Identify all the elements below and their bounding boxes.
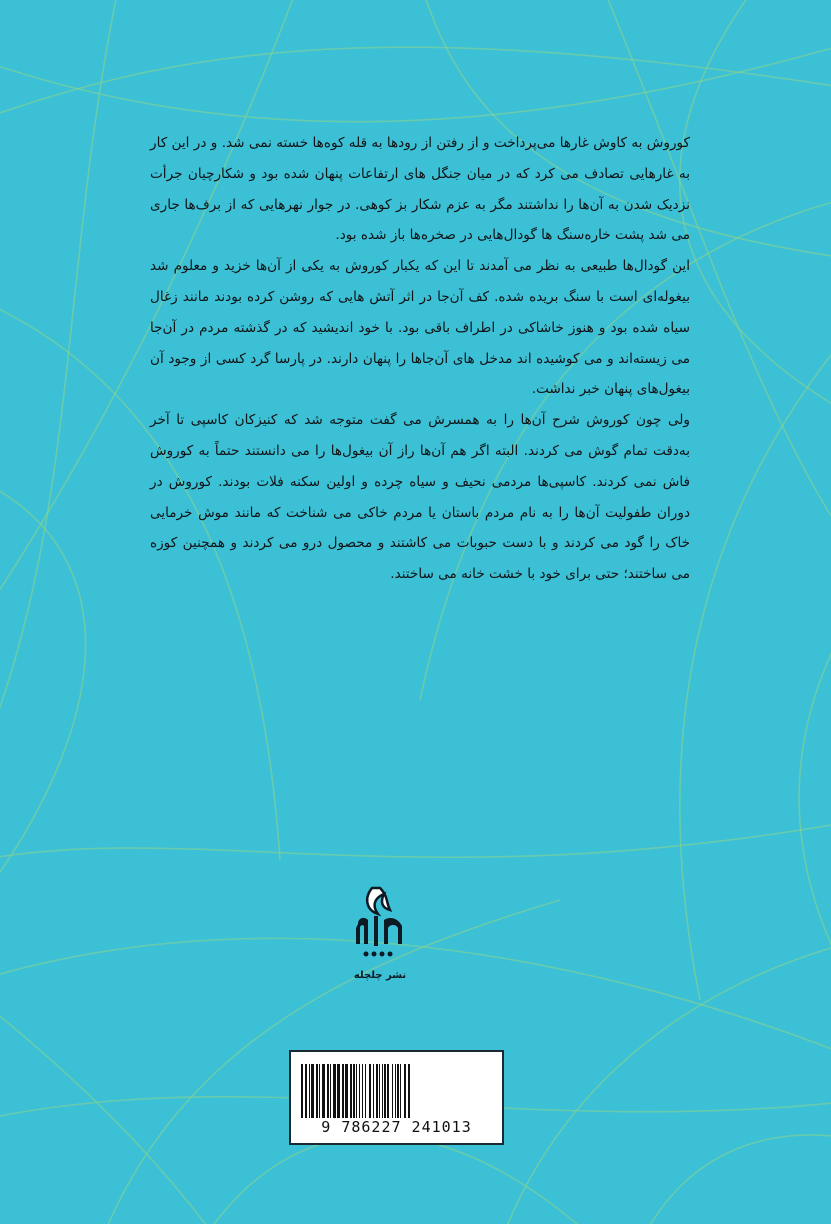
barcode-bar	[330, 1064, 331, 1118]
barcode-bar	[392, 1064, 393, 1118]
barcode-bar	[301, 1064, 303, 1118]
barcode-bar	[373, 1064, 374, 1118]
barcode-bar	[362, 1064, 363, 1118]
barcode-bar	[382, 1064, 383, 1118]
barcode-bar	[327, 1064, 329, 1118]
barcode-bar	[359, 1064, 360, 1118]
paragraph-3: ولی چون کوروش شرح آن‌ها را به همسرش می گفت متوجه شد که کنیزکان کاسپی تا آخر به‌دقت تمام گوش می کردند. البته اگر هم آن‌ها راز آن بیغول‌ها را می دانستند حتماً به کوروش فاش نمی کردند. کاسپی‌ها مردمی نحیف و سیاه چرده و اولین سکنه فلات بودند. کوروش در دوران طفولیت آن‌ها را به نام مردم باستان یا مردم خاکی می شناخت که مانند موش خرمایی خاک را گود می کردند و با دست حبوبات می کاشتند و محصول درو می کردند و همچنین کوزه می ساختند؛ حتی برای خود با خشت خانه می ساختند.	[150, 412, 690, 583]
paragraph-1: کوروش به کاوش غارها می‌پرداخت و از رفتن از رودها به قله کوه‌ها خسته نمی شد. و در این کار به غارهایی تصادف می کرد که در میان جنگل های ارتفاعات پنهان شده بود و شکارچیان جرأت نزدیک شدن به آن‌ها را نداشتند مگر به عزم شکار بز کوهی. در جوار نهرهایی که از برف‌ها جاری می شد پشت خاره‌سنگ ها گودال‌هایی در صخره‌ها باز شده بود.	[150, 135, 690, 244]
back-cover-text	[150, 128, 690, 590]
barcode-bar	[384, 1064, 386, 1118]
barcode-bar	[322, 1064, 325, 1118]
barcode-bar	[311, 1064, 314, 1118]
barcode-bars	[301, 1064, 492, 1118]
isbn-barcode	[289, 1050, 504, 1145]
barcode-bar	[387, 1064, 389, 1118]
barcode-bar	[333, 1064, 336, 1118]
barcode-bar	[400, 1064, 401, 1118]
barcode-bar	[379, 1064, 380, 1118]
barcode-bar	[356, 1064, 357, 1118]
barcode-bar	[395, 1064, 396, 1118]
barcode-bar	[309, 1064, 310, 1118]
barcode-bar	[408, 1064, 410, 1118]
barcode-bar	[350, 1064, 352, 1118]
barcode-bar	[337, 1064, 340, 1118]
barcode-bar	[376, 1064, 378, 1118]
barcode-bar	[404, 1064, 406, 1118]
barcode-bar	[397, 1064, 399, 1118]
barcode-bar	[369, 1064, 371, 1118]
paragraph-2: این گودال‌ها طبیعی به نظر می آمدند تا این که یکبار کوروش به یکی از آن‌ها خزید و معلوم شد بیغوله‌ای است با سنگ بریده شده. کف آن‌جا در اثر آتش هایی که روشن کرده بودند مانند زغال سیاه شده بود و هنوز خاشاکی در اطراف باقی بود. با خود اندیشید که در گذشته مردم در آن‌جا می زیسته‌اند و می کوشیده اند مدخل های آن‌جاها را پنهان دارند. در پارسا گرد کسی از وجود آن بیغول‌های پنهان خبر نداشت.	[150, 258, 690, 398]
barcode-bar	[342, 1064, 344, 1118]
publisher-name: نشر چلچله	[353, 970, 407, 981]
barcode-bar	[305, 1064, 307, 1118]
barcode-bar	[365, 1064, 366, 1118]
barcode-bar	[353, 1064, 355, 1118]
barcode-bar	[319, 1064, 320, 1118]
barcode-bar	[316, 1064, 318, 1118]
isbn-number: 9 786227 241013	[321, 1118, 472, 1136]
barcode-bar	[345, 1064, 348, 1118]
